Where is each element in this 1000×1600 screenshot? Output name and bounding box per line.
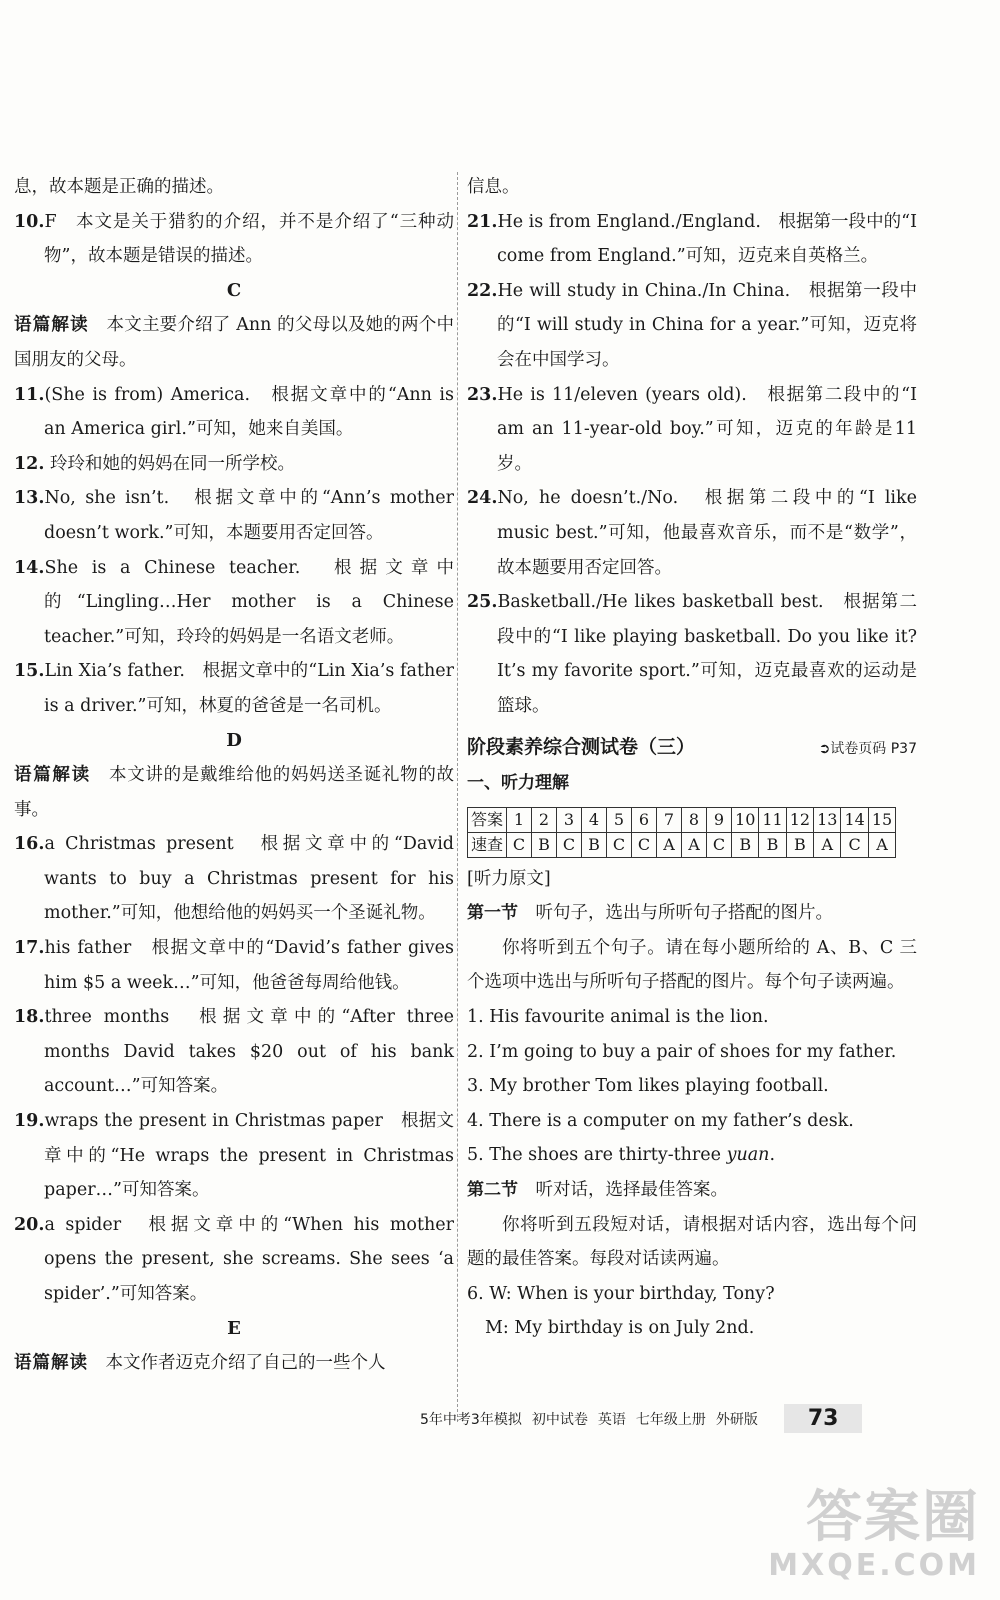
table-cell: B	[532, 832, 557, 857]
answer-text: (She is from) America. 根据文章中的“Ann is an America girl.”可知，她来自美国。	[44, 384, 454, 440]
answer-text: 玲玲和她的妈妈在同一所学校。	[50, 453, 296, 474]
answer-text: Lin Xia’s father. 根据文章中的“Lin Xia’s father is a driver.”可知，林夏的爸爸是一名司机。	[44, 661, 454, 716]
answer-text: three months 根据文章中的“After three months David takes $20 out of his bank account…”可知答案。	[44, 1007, 454, 1097]
passage-summary-e	[14, 1346, 454, 1381]
question-number: 25.	[467, 592, 498, 613]
table-cell: C	[707, 832, 732, 857]
question-number: 19.	[14, 1111, 45, 1132]
table-cell: A	[868, 832, 895, 857]
answer-16	[14, 827, 454, 931]
table-cell: 8	[682, 807, 707, 832]
section-label: 第一节	[467, 903, 518, 924]
table-cell: 12	[786, 807, 813, 832]
answer-text: his father 根据文章中的“David’s father gives him $5 a week…”可知，他爸爸每周给他钱。	[44, 938, 454, 993]
section-heading-c: C	[226, 279, 242, 301]
answer-text: No, he doesn’t./No. 根据第二段中的“I like music best.”可知，他最喜欢音乐，而不是“数学”，故本题要用否定回答。	[497, 488, 917, 578]
section-label: 第二节	[467, 1180, 518, 1201]
watermark-logo	[768, 1485, 980, 1583]
passage-tag: 语篇解读	[14, 1353, 88, 1374]
answer-text: No, she isn’t. 根据文章中的“Ann’s mother doesn’t work.”可知，本题要用否定回答。	[44, 488, 454, 543]
answer-13	[14, 481, 454, 550]
table-cell: B	[786, 832, 813, 857]
answer-10	[14, 205, 454, 274]
footer-subject: 英语	[597, 1411, 626, 1428]
question-number: 20.	[14, 1214, 45, 1235]
answer-17	[14, 931, 454, 1000]
sentence-3: 3. My brother Tom likes playing football.	[467, 1076, 829, 1097]
continued-text-content: 息，故本题是正确的描述。	[14, 177, 224, 197]
answer-22	[467, 274, 917, 378]
column-divider	[457, 172, 458, 1422]
question-number: 13.	[14, 488, 45, 509]
table-cell: B	[582, 832, 607, 857]
footer-type: 初中试卷	[531, 1411, 588, 1428]
footer-edition: 外研版	[715, 1411, 758, 1428]
table-cell: 11	[759, 807, 786, 832]
table-cell: 答案	[468, 807, 507, 832]
table-cell: 速查	[468, 832, 507, 857]
answer-text: He is from England./England. 根据第一段中的“I come from England.”可知，迈克来自英格兰。	[497, 211, 917, 267]
sentence-5	[467, 1138, 917, 1173]
answer-15	[14, 654, 454, 723]
question-number: 18.	[14, 1007, 45, 1028]
table-cell: 7	[657, 807, 682, 832]
watermark-text: 答案圈	[806, 1485, 980, 1550]
table-cell: A	[657, 832, 682, 857]
question-number: 11.	[14, 384, 45, 405]
answer-text: She is a Chinese teacher. 根据文章中的“Lingling…Her mother is a Chinese teacher.”可知，玲玲的妈妈是一名语文老师。	[44, 557, 454, 647]
answer-25	[467, 585, 917, 723]
table-cell: A	[814, 832, 841, 857]
sentence-5-currency: yuan	[726, 1145, 770, 1166]
page-footer	[420, 1404, 920, 1433]
answer-14	[14, 551, 454, 655]
right-column	[467, 170, 917, 1346]
answer-text: a Christmas present 根据文章中的“David wants to buy a Christmas present for his mother.”可知，他想给他的妈妈买一个圣诞礼物。	[44, 834, 454, 924]
question-number: 24.	[467, 488, 498, 509]
answer-text: He will study in China./In China. 根据第一段中的“I will study in China for a year.”可知，迈克将会在中国学习。	[497, 280, 917, 370]
sentence-5-end: .	[769, 1145, 776, 1166]
answer-table	[467, 807, 896, 858]
question-number: 21.	[467, 211, 498, 232]
table-cell: 6	[632, 807, 657, 832]
section-text: 听对话，选择最佳答案。	[535, 1180, 728, 1201]
table-cell: C	[507, 832, 532, 857]
table-cell: C	[632, 832, 657, 857]
passage-summary-text: 本文主要介绍了 Ann 的父母以及她的两个中国朋友的父母。	[14, 315, 455, 370]
answer-21	[467, 205, 917, 274]
answer-23	[467, 378, 917, 482]
table-cell: C	[841, 832, 868, 857]
continued-text	[14, 170, 454, 205]
transcript-label: [听力原文]	[467, 868, 551, 889]
answer-text: Basketball./He likes basketball best. 根据第二段中的“I like playing basketball. Do you like it? It’s my favorite sport.”可知，迈克最喜欢的运动是篮球。	[497, 592, 917, 716]
passage-summary-text: 本文讲的是戴维给他的妈妈送圣诞礼物的故事。	[14, 765, 455, 820]
table-header-row	[468, 807, 896, 832]
question-number: 14.	[14, 557, 45, 578]
passage-summary-c	[14, 308, 454, 377]
table-cell: 1	[507, 807, 532, 832]
table-cell: 5	[607, 807, 632, 832]
table-cell: 2	[532, 807, 557, 832]
footer-grade: 七年级上册	[635, 1411, 706, 1428]
table-cell: 4	[582, 807, 607, 832]
table-cell: B	[759, 832, 786, 857]
page-reference: ➲试卷页码 P37	[818, 740, 917, 757]
question-number: 22.	[467, 280, 498, 301]
table-cell: A	[682, 832, 707, 857]
page-number: 73	[784, 1404, 863, 1433]
passage-tag: 语篇解读	[14, 315, 89, 336]
sentence-1: 1. His favourite animal is the lion.	[467, 1007, 769, 1028]
footer-book: 5年中考3年模拟	[420, 1411, 522, 1428]
table-cell: C	[557, 832, 582, 857]
listening-section-2	[467, 1173, 917, 1208]
continued-text: 信息。	[467, 177, 520, 197]
sentence-5-text: 5. The shoes are thirty-three	[467, 1145, 727, 1166]
sentence-2: 2. I’m going to buy a pair of shoes for my father.	[467, 1041, 897, 1062]
section-heading-e: E	[227, 1317, 241, 1339]
answer-12	[14, 447, 454, 482]
answer-11	[14, 378, 454, 447]
listening-section-1	[467, 896, 917, 931]
watermark-url: MXQE.COM	[768, 1548, 980, 1583]
sentence-4: 4. There is a computer on my father’s desk.	[467, 1110, 854, 1131]
section-1-instructions: 你将听到五个句子。请在每小题所给的 A、B、C 三个选项中选出与所听句子搭配的图片。每个句子读两遍。	[467, 937, 917, 993]
dialogue-6-man: M: My birthday is on July 2nd.	[485, 1318, 755, 1339]
test-title: 阶段素养综合测试卷（三）	[467, 735, 696, 758]
answer-text: a spider 根据文章中的“When his mother opens the present, she screams. She sees ‘a spider’.”可知答案。	[44, 1214, 454, 1304]
section-text: 听句子，选出与所听句子搭配的图片。	[535, 903, 833, 924]
passage-summary-d	[14, 758, 454, 827]
answer-19	[14, 1104, 454, 1208]
question-number: 15.	[14, 661, 45, 682]
table-answer-row	[468, 832, 896, 857]
table-cell: 10	[732, 807, 759, 832]
table-cell: 9	[707, 807, 732, 832]
part-heading: 一、听力理解	[467, 773, 569, 794]
table-cell: 3	[557, 807, 582, 832]
table-cell: 15	[868, 807, 895, 832]
table-cell: C	[607, 832, 632, 857]
question-number: 10.	[14, 211, 45, 232]
question-number: 23.	[467, 384, 498, 405]
answer-18	[14, 1000, 454, 1104]
question-number: 16.	[14, 834, 45, 855]
section-heading-d: D	[226, 729, 242, 751]
answer-text: He is 11/eleven (years old). 根据第二段中的“I am an 11-year-old boy.”可知，迈克的年龄是11岁。	[497, 384, 917, 474]
question-number: 17.	[14, 938, 45, 959]
dialogue-6-woman: 6. W: When is your birthday, Tony?	[467, 1283, 775, 1304]
answer-text: wraps the present in Christmas paper 根据文章中的“He wraps the present in Christmas paper…”可知答案。	[44, 1111, 454, 1201]
passage-tag: 语篇解读	[14, 765, 91, 786]
table-cell: 13	[814, 807, 841, 832]
left-column	[14, 170, 454, 1381]
table-cell: B	[732, 832, 759, 857]
answer-text: F 本文是关于猎豹的介绍，并不是介绍了“三种动物”，故本题是错误的描述。	[44, 211, 454, 267]
test-section-title	[467, 730, 917, 767]
answer-24	[467, 481, 917, 585]
answer-20	[14, 1208, 454, 1312]
passage-summary-text: 本文作者迈克介绍了自己的一些个人	[105, 1353, 386, 1374]
question-number: 12.	[14, 453, 45, 474]
table-cell: 14	[841, 807, 868, 832]
section-2-instructions: 你将听到五段短对话，请根据对话内容，选出每个问题的最佳答案。每段对话读两遍。	[467, 1214, 917, 1270]
